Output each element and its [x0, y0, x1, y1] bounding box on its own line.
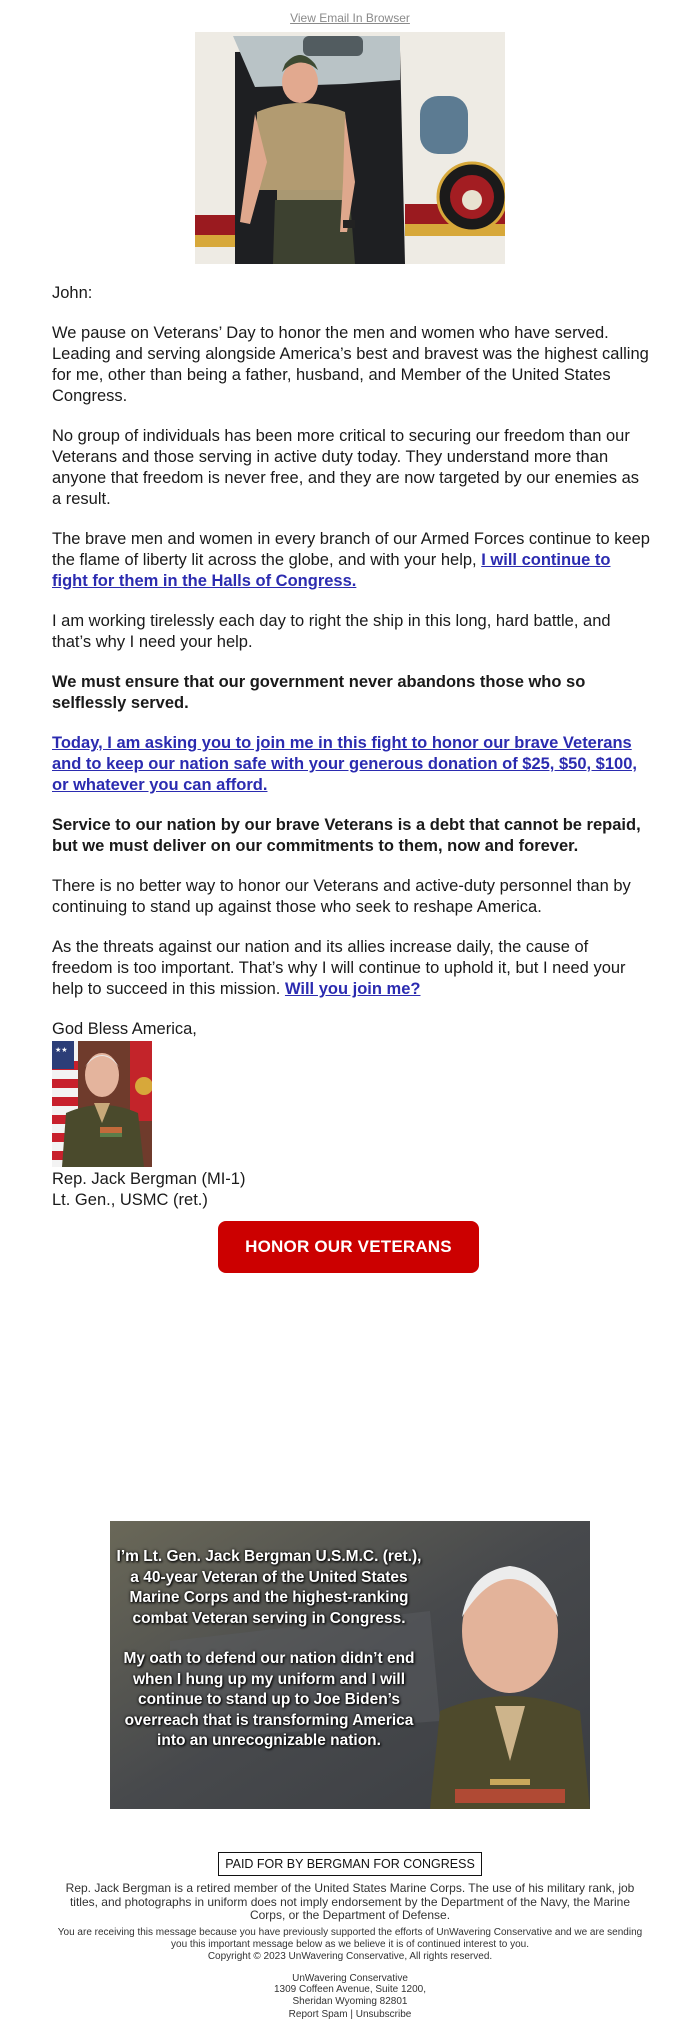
unsubscribe-link[interactable]: Unsubscribe [355, 2009, 412, 2020]
signature-title: Lt. Gen., USMC (ret.) [52, 1191, 208, 1209]
banner-oath: My oath to defend our nation didn’t end when I hung up my uniform and I will continue to stand up to Joe Biden’s overreach that is transforming America into an unrecognizable nation. [123, 1650, 415, 1749]
copyright: Copyright © 2023 UnWavering Conservative, All rights reserved. [207, 1950, 493, 1962]
banner-text [116, 1547, 422, 1772]
signature-name: Rep. Jack Bergman (MI-1) [52, 1170, 246, 1188]
greeting: John: [52, 284, 93, 302]
footer-links [50, 2009, 650, 2020]
svg-text:★★: ★★ [55, 1046, 68, 1054]
honor-our-veterans-button[interactable]: HONOR OUR VETERANS [218, 1221, 479, 1273]
paragraph-critical-group: No group of individuals has been more critical to securing our freedom than our Veterans and those serving in active duty today. They understand more than anyone that freedom is never free, and they are now targeted by our enemies as a result. [52, 427, 640, 508]
paragraph-veterans-day: We pause on Veterans’ Day to honor the men and women who have served. Leading and serving alongside America’s best and bravest was the highest calling for me, other than being a father, husband, and Member of the United States Congress. [52, 324, 649, 405]
paragraph-threats [52, 937, 650, 1000]
signature-headshot [52, 1041, 152, 1167]
banner-intro: I’m Lt. Gen. Jack Bergman U.S.M.C. (ret.), a 40-year Veteran of the United States Marine Corps and the highest-ranking combat Veteran serving in Congress. [116, 1548, 422, 1627]
address-line-2: Sheridan Wyoming 82801 [292, 1995, 408, 2007]
email-body [52, 283, 650, 1211]
view-in-browser-bar [0, 11, 700, 25]
hero-photo-illustration [195, 32, 505, 264]
mailing-address [50, 1973, 650, 2008]
join-me-link[interactable]: Will you join me? [284, 980, 421, 998]
headshot-illustration [52, 1041, 152, 1167]
military-disclaimer: Rep. Jack Bergman is a retired member of the United States Marine Corps. The use of his military rank, job titles, and photographs in uniform does not imply endorsement by the Department of the Navy, the Marine Corps, or the Department of Defense. [65, 1881, 635, 1922]
hero-photo [195, 32, 505, 264]
report-spam-link[interactable]: Report Spam [288, 2009, 348, 2020]
paragraph-armed-forces-text: The brave men and women in every branch of our Armed Forces continue to keep the flame of liberty lit across the globe, and with your help, [52, 530, 650, 569]
footer [50, 1852, 650, 2020]
view-in-browser-link[interactable]: View Email In Browser [290, 11, 410, 25]
link-separator: | [350, 2009, 353, 2020]
paragraph-armed-forces [52, 529, 650, 592]
paid-for-disclaimer: PAID FOR BY BERGMAN FOR CONGRESS [218, 1852, 482, 1876]
org-name: UnWavering Conservative [292, 1972, 408, 1984]
bergman-banner-image[interactable] [110, 1521, 590, 1809]
paragraph-working-tirelessly: I am working tirelessly each day to right the ship in this long, hard battle, and that’s why I need your help. [52, 612, 611, 651]
paragraph-donation-ask [52, 733, 650, 796]
receiving-notice: You are receiving this message because you have previously supported the efforts of UnWavering Conservative and we are sending you this important message below as we believe it is of continued interest to you. [57, 1926, 643, 1950]
paragraph-threats-text: As the threats against our nation and its allies increase daily, the cause of freedom is too important. That’s why I will continue to uphold it, but I need your help to succeed in this mission. [52, 938, 626, 998]
address-line-1: 1309 Coffeen Avenue, Suite 1200, [274, 1984, 426, 1995]
paragraph-debt: Service to our nation by our brave Veterans is a debt that cannot be repaid, but we must deliver on our commitments to them, now and forever. [52, 816, 641, 855]
donation-link[interactable]: Today, I am asking you to join me in this fight to honor our brave Veterans and to keep our nation safe with your generous donation of $25, $50, $100, or whatever you can afford. [52, 734, 637, 794]
halls-of-congress-link[interactable]: I will continue to fight for them in the Halls of Congress. [52, 551, 611, 590]
paragraph-never-abandon: We must ensure that our government never abandons those who so selflessly served. [52, 673, 586, 712]
signoff: God Bless America, [52, 1020, 197, 1038]
paragraph-no-better-way: There is no better way to honor our Veterans and active-duty personnel than by continuing to stand up against those who seek to reshape America. [52, 877, 631, 916]
